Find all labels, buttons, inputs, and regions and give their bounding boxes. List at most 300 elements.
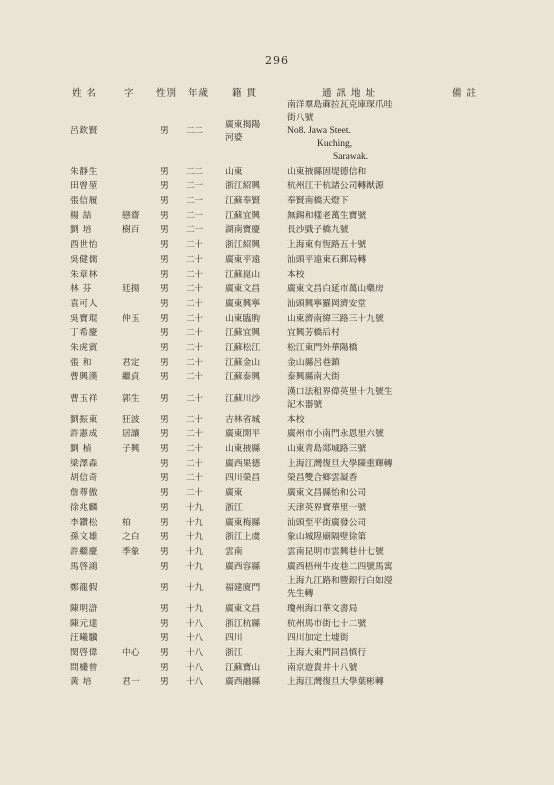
- sex-cell: 男: [160, 582, 169, 593]
- address-cell: [287, 283, 437, 296]
- table-row: [0, 386, 554, 414]
- sex-cell: 男: [160, 458, 169, 469]
- address-line: 漢口法租界偉英里十九號生: [287, 387, 393, 397]
- address-line: 上海江灣復旦大學陳重輝轉: [287, 458, 393, 469]
- native-place-line: 山東掖縣: [225, 444, 261, 455]
- native-place-line: 山東臨朐: [225, 313, 261, 324]
- address-line: 先生轉: [287, 589, 314, 600]
- sex-cell: 男: [160, 633, 169, 644]
- age-cell: 二一: [186, 225, 203, 236]
- native-place-cell: [225, 357, 285, 370]
- address-line: 松江東門外華陽橋: [287, 342, 358, 353]
- native-place-line: 廣東揭陽: [225, 119, 261, 130]
- sex-cell: 男: [160, 210, 169, 221]
- table-row: [0, 472, 554, 487]
- table-row: [0, 517, 554, 532]
- name-cell: 田曾堃: [70, 181, 98, 192]
- roster-table: [0, 99, 554, 691]
- address-cell: [287, 662, 437, 675]
- table-row: [0, 357, 554, 372]
- style-name-cell: 柏: [122, 517, 131, 528]
- address-line: 汕頭平遠東石郵局轉: [287, 254, 367, 265]
- age-cell: 二一: [186, 181, 203, 192]
- native-place-cell: [225, 428, 285, 441]
- table-row: [0, 342, 554, 357]
- age-cell: 十八: [186, 648, 203, 658]
- table-row: [0, 443, 554, 458]
- address-cell: [287, 166, 437, 179]
- address-cell: [287, 254, 437, 267]
- table-row: [0, 283, 554, 298]
- address-line: 杭州江干杭諸公司轉猷源: [287, 181, 384, 192]
- native-place-cell: [225, 269, 285, 282]
- table-row: [0, 603, 554, 618]
- header-remarks: 備 註: [452, 88, 478, 99]
- native-place-line: 福建廈門: [225, 582, 261, 593]
- age-cell: 二十: [186, 298, 203, 309]
- sex-cell: 男: [160, 372, 169, 383]
- sex-cell: 男: [160, 517, 169, 528]
- age-cell: 十八: [186, 633, 203, 644]
- native-place-line: 湖南寶慶: [225, 225, 261, 236]
- address-cell: [287, 313, 437, 326]
- native-place-cell: [225, 166, 285, 179]
- address-line: Kuching,: [317, 139, 353, 149]
- table-row: [0, 99, 554, 166]
- sex-cell: 男: [160, 561, 169, 572]
- age-cell: 十九: [186, 546, 203, 557]
- native-place-cell: [225, 647, 285, 660]
- age-cell: 二十: [186, 284, 203, 295]
- native-place-cell: [225, 414, 285, 427]
- sex-cell: 男: [160, 313, 169, 324]
- native-place-line: 江蘇川沙: [225, 393, 261, 404]
- native-place-line: 廣東平遠: [225, 254, 261, 265]
- address-line: 上海大東門同昌慎行: [287, 648, 367, 658]
- name-cell: 徐兆麟: [70, 502, 98, 513]
- sex-cell: 男: [160, 328, 169, 339]
- sex-cell: 男: [160, 648, 169, 658]
- address-cell: [287, 458, 437, 471]
- age-cell: 二十: [186, 254, 203, 265]
- sex-cell: 男: [160, 357, 169, 368]
- native-place-cell: [225, 119, 285, 145]
- native-place-cell: [225, 180, 285, 193]
- address-cell: [287, 342, 437, 355]
- address-line: 山東濟南緯三路三十九號: [287, 313, 384, 324]
- address-cell: [287, 414, 437, 427]
- address-cell: [287, 517, 437, 530]
- sex-cell: 男: [160, 393, 169, 404]
- sex-cell: 男: [160, 225, 169, 236]
- native-place-cell: [225, 327, 285, 340]
- address-line: 象山城隍廟隔壁徐第: [287, 532, 367, 543]
- age-cell: 二十: [186, 240, 203, 251]
- address-line: 杭州馬市街七十二號: [287, 618, 367, 629]
- age-cell: 二二: [186, 126, 203, 136]
- native-place-line: 雲南: [225, 546, 243, 557]
- address-line: 廣東文昌白延市萬山藥房: [287, 284, 384, 295]
- table-row: [0, 531, 554, 546]
- age-cell: 二一: [186, 210, 203, 221]
- name-cell: 劉振東: [70, 414, 98, 425]
- native-place-line: 四川: [225, 633, 243, 644]
- age-cell: 十八: [186, 618, 203, 629]
- age-cell: 十九: [186, 517, 203, 528]
- name-cell: 吳健儒: [70, 254, 98, 265]
- address-line: 榮昌雙合鄉雲凝香: [287, 473, 358, 484]
- name-cell: 袁可人: [70, 298, 98, 309]
- native-place-line: 廣東開平: [225, 429, 261, 440]
- sex-cell: 男: [160, 473, 169, 484]
- name-cell: 鄭龍假: [70, 582, 98, 593]
- native-place-cell: [225, 531, 285, 544]
- sex-cell: 男: [160, 662, 169, 673]
- table-row: [0, 632, 554, 647]
- table-row: [0, 254, 554, 269]
- native-place-line: 廣東文昌: [225, 603, 261, 614]
- address-line: 汕頭至平街廣發公司: [287, 517, 367, 528]
- name-cell: 陳明滸: [70, 603, 98, 614]
- name-cell: 林 芬: [70, 284, 92, 295]
- native-place-cell: [225, 239, 285, 252]
- sex-cell: 男: [160, 532, 169, 543]
- name-cell: 曹玉祥: [70, 393, 98, 404]
- age-cell: 二十: [186, 473, 203, 484]
- table-row: [0, 239, 554, 254]
- style-name-cell: 繼貞: [122, 372, 140, 383]
- address-cell: [287, 618, 437, 631]
- style-name-cell: 中心: [122, 648, 140, 658]
- table-row: [0, 487, 554, 502]
- age-cell: 十八: [186, 662, 203, 673]
- native-place-line: 浙江: [225, 502, 243, 513]
- name-cell: 張信履: [70, 196, 98, 207]
- address-cell: [287, 239, 437, 252]
- address-cell: [287, 561, 437, 574]
- name-cell: 汪曦驥: [70, 633, 98, 644]
- native-place-line: 浙江紹興: [225, 240, 261, 251]
- native-place-cell: [225, 502, 285, 515]
- address-cell: [287, 327, 437, 340]
- native-place-cell: [225, 443, 285, 456]
- name-cell: 黃 培: [70, 677, 92, 688]
- address-line: 上海九江路和豐銀行白如瀅: [287, 576, 393, 587]
- age-cell: 二十: [186, 414, 203, 425]
- table-row: [0, 502, 554, 517]
- age-cell: 二十: [186, 458, 203, 469]
- native-place-line: 江蘇崑山: [225, 269, 261, 280]
- name-cell: 酉世怡: [70, 240, 98, 251]
- address-cell: [287, 632, 437, 645]
- table-row: [0, 414, 554, 429]
- native-place-line: 廣東: [225, 488, 243, 499]
- native-place-line: 廣西容縣: [225, 561, 261, 572]
- native-place-line: 廣東梅縣: [225, 517, 261, 528]
- address-line: 南京遊貴井十八號: [287, 662, 358, 673]
- age-cell: 十九: [186, 582, 203, 593]
- address-cell: [287, 443, 437, 456]
- table-row: [0, 269, 554, 284]
- address-cell: [287, 99, 437, 164]
- native-place-cell: [225, 632, 285, 645]
- style-name-cell: 之白: [122, 532, 140, 543]
- header-age: 年歲: [188, 88, 210, 99]
- name-cell: 孫文雄: [70, 532, 98, 543]
- native-place-line: 廣東興寧: [225, 298, 261, 309]
- sex-cell: 男: [160, 284, 169, 295]
- address-cell: [287, 224, 437, 237]
- native-place-line: 浙江杭縣: [225, 618, 261, 629]
- table-row: [0, 561, 554, 576]
- age-cell: 二十: [186, 372, 203, 383]
- native-place-line: 江蘇金山: [225, 357, 261, 368]
- address-line: 上海東有恆路五十號: [287, 240, 367, 251]
- native-place-line: 江蘇宜興: [225, 210, 261, 221]
- sex-cell: 男: [160, 677, 169, 688]
- age-cell: 二十: [186, 313, 203, 324]
- native-place-cell: [225, 210, 285, 223]
- address-cell: [287, 298, 437, 311]
- address-cell: [287, 210, 437, 223]
- address-line: 記木器號: [287, 400, 323, 410]
- native-place-line: 江蘇宜興: [225, 328, 261, 339]
- age-cell: 二十: [186, 444, 203, 455]
- header-native-place: 籍 貫: [232, 88, 258, 99]
- age-cell: 二十: [186, 269, 203, 280]
- style-name-cell: 君定: [122, 357, 140, 368]
- style-name-cell: 季象: [122, 546, 140, 557]
- native-place-cell: [225, 487, 285, 500]
- table-row: [0, 327, 554, 342]
- address-cell: [287, 180, 437, 193]
- name-cell: 問欉曾: [70, 662, 98, 673]
- native-place-cell: [225, 371, 285, 384]
- address-line: 天津英界寶華里一號: [287, 502, 367, 513]
- sex-cell: 男: [160, 342, 169, 353]
- name-cell: 張 和: [70, 357, 92, 368]
- native-place-cell: [225, 458, 285, 471]
- header-name: 姓 名: [72, 88, 98, 99]
- native-place-cell: [225, 582, 285, 595]
- sex-cell: 男: [160, 444, 169, 455]
- native-place-line: 浙江: [225, 648, 243, 658]
- table-row: [0, 662, 554, 677]
- table-row: [0, 298, 554, 313]
- name-cell: 詹尊傲: [70, 488, 98, 499]
- native-place-cell: [225, 561, 285, 574]
- address-cell: [287, 428, 437, 441]
- sex-cell: 男: [160, 269, 169, 280]
- style-name-cell: 君一: [122, 677, 140, 688]
- table-row: [0, 458, 554, 473]
- address-line: 山東青島郯城路三號: [287, 444, 367, 455]
- table-row: [0, 180, 554, 195]
- native-place-cell: [225, 546, 285, 559]
- name-cell: 閔啓偉: [70, 648, 98, 658]
- native-place-line: 江蘇泰興: [225, 372, 261, 383]
- address-line: 長沙戥子橋九號: [287, 225, 349, 236]
- native-place-cell: [225, 603, 285, 616]
- sex-cell: 男: [160, 502, 169, 513]
- table-row: [0, 166, 554, 181]
- address-cell: [287, 502, 437, 515]
- address-line: 山東掖縣固堤德信和: [287, 166, 367, 177]
- address-cell: [287, 546, 437, 559]
- style-name-cell: 戀齋: [122, 210, 140, 221]
- sex-cell: 男: [160, 196, 169, 207]
- address-line: 本校: [287, 269, 305, 280]
- address-cell: [287, 603, 437, 616]
- name-cell: 胡信奇: [70, 473, 98, 484]
- address-line: 廣西梧州牛皮巷二四號馬寓: [287, 561, 393, 572]
- table-row: [0, 371, 554, 386]
- name-cell: 吳寶琨: [70, 313, 98, 324]
- age-cell: 十九: [186, 561, 203, 572]
- native-place-cell: [225, 393, 285, 406]
- age-cell: 二十: [186, 488, 203, 499]
- native-place-line: 四川榮昌: [225, 473, 261, 484]
- address-cell: [287, 386, 437, 412]
- address-cell: [287, 487, 437, 500]
- age-cell: 二十: [186, 342, 203, 353]
- table-header: [0, 85, 554, 99]
- address-cell: [287, 357, 437, 370]
- style-name-cell: 居讓: [122, 429, 140, 440]
- age-cell: 十九: [186, 532, 203, 543]
- style-name-cell: 樹百: [122, 225, 140, 236]
- address-line: 本校: [287, 414, 305, 425]
- style-name-cell: 子興: [122, 444, 140, 455]
- address-cell: [287, 472, 437, 485]
- native-place-line: 江蘇奉賢: [225, 196, 261, 207]
- name-cell: 朱虎賓: [70, 342, 98, 353]
- table-row: [0, 428, 554, 443]
- native-place-line: 吉林省城: [225, 414, 261, 425]
- sex-cell: 男: [160, 618, 169, 629]
- address-line: 上海江灣復旦大學葉彬轉: [287, 677, 384, 688]
- table-row: [0, 210, 554, 225]
- native-place-line: 河婆: [225, 132, 243, 143]
- native-place-line: 浙江上虞: [225, 532, 261, 543]
- name-cell: 呂欽賢: [70, 126, 98, 136]
- native-place-cell: [225, 676, 285, 689]
- sex-cell: 男: [160, 126, 169, 136]
- address-cell: [287, 195, 437, 208]
- native-place-line: 廣西果德: [225, 458, 261, 469]
- native-place-line: 廣東文昌: [225, 284, 261, 295]
- sex-cell: 男: [160, 181, 169, 192]
- address-line: 廣東文昌縣怡和公司: [287, 488, 367, 499]
- native-place-cell: [225, 517, 285, 530]
- style-name-cell: 廷揚: [122, 284, 140, 295]
- header-style-name: 字: [124, 88, 135, 99]
- sex-cell: 男: [160, 254, 169, 265]
- native-place-line: 山東: [225, 166, 243, 177]
- name-cell: 劉 培: [70, 225, 92, 236]
- age-cell: 二十: [186, 393, 203, 404]
- table-row: [0, 546, 554, 561]
- name-cell: 許憲成: [70, 429, 98, 440]
- native-place-cell: [225, 195, 285, 208]
- native-place-line: 江蘇寶山: [225, 662, 261, 673]
- native-place-cell: [225, 224, 285, 237]
- sex-cell: 男: [160, 488, 169, 499]
- age-cell: 十九: [186, 502, 203, 513]
- table-row: [0, 195, 554, 210]
- table-row: [0, 676, 554, 691]
- address-line: 宜興芳橋后村: [287, 328, 340, 339]
- native-place-line: 廣西融縣: [225, 677, 261, 688]
- address-line: Sarawak.: [333, 152, 369, 162]
- address-line: 南洋羣島蔴拉瓦克庫琛爪哇: [287, 100, 393, 110]
- address-line: 無錫和樣老萬生寶號: [287, 210, 367, 221]
- age-cell: 十八: [186, 677, 203, 688]
- age-cell: 二一: [186, 196, 203, 207]
- age-cell: 二二: [186, 166, 203, 177]
- native-place-cell: [225, 618, 285, 631]
- address-cell: [287, 531, 437, 544]
- age-cell: 二十: [186, 357, 203, 368]
- style-name-cell: 狂波: [122, 414, 140, 425]
- sex-cell: 男: [160, 240, 169, 251]
- address-line: 汕頭興寧羅岡濟安堂: [287, 298, 367, 309]
- name-cell: 劉 楨: [70, 444, 92, 455]
- header-sex: 性別: [156, 88, 178, 99]
- name-cell: 朱章林: [70, 269, 98, 280]
- native-place-cell: [225, 313, 285, 326]
- page-number: 296: [265, 54, 289, 67]
- name-cell: 陳元達: [70, 618, 98, 629]
- address-line: 雲南昆明市雲興巷卄七號: [287, 546, 384, 557]
- address-line: 泰興縣南大街: [287, 372, 340, 383]
- name-cell: 朱靜生: [70, 166, 98, 177]
- sex-cell: 男: [160, 414, 169, 425]
- address-line: 金山縣呂巷鎮: [287, 357, 340, 368]
- address-cell: [287, 269, 437, 282]
- native-place-cell: [225, 298, 285, 311]
- address-line: 奉賢南橋天燈下: [287, 196, 349, 207]
- sex-cell: 男: [160, 298, 169, 309]
- age-cell: 十九: [186, 603, 203, 614]
- address-line: 四川加定土墟街: [287, 633, 349, 644]
- table-row: [0, 575, 554, 603]
- address-line: 瓊州海口華文書局: [287, 603, 358, 614]
- sex-cell: 男: [160, 429, 169, 440]
- native-place-line: 江蘇松江: [225, 342, 261, 353]
- age-cell: 二十: [186, 328, 203, 339]
- sex-cell: 男: [160, 166, 169, 177]
- address-cell: [287, 575, 437, 601]
- table-row: [0, 313, 554, 328]
- name-cell: 丁希慶: [70, 328, 98, 339]
- address-cell: [287, 371, 437, 384]
- address-cell: [287, 676, 437, 689]
- name-cell: 許繼慶: [70, 546, 98, 557]
- address-cell: [287, 647, 437, 660]
- native-place-cell: [225, 342, 285, 355]
- style-name-cell: 仲玉: [122, 313, 140, 324]
- name-cell: 馬啓鴻: [70, 561, 98, 572]
- name-cell: 梁澤森: [70, 458, 98, 469]
- native-place-line: 浙江紹興: [225, 181, 261, 192]
- native-place-cell: [225, 662, 285, 675]
- age-cell: 二十: [186, 429, 203, 440]
- name-cell: 李鑽松: [70, 517, 98, 528]
- native-place-cell: [225, 254, 285, 267]
- address-line: No8. Jawa Steet.: [287, 126, 351, 136]
- header-address: 通 訊 地 址: [322, 88, 377, 99]
